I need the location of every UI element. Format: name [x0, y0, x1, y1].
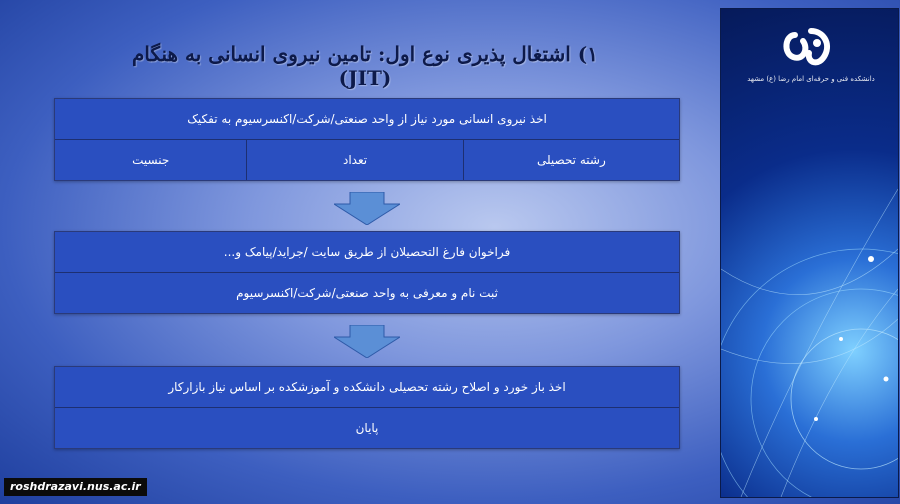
down-arrow-icon — [334, 192, 400, 225]
feedback-row: اخذ باز خورد و اصلاح رشته تحصیلی دانشکده و آموزشکده بر اساس نیاز بازارکار — [55, 367, 679, 408]
side-decoration-panel — [720, 8, 899, 498]
gender-cell: جنسیت — [132, 153, 170, 167]
recruitment-box — [54, 231, 680, 314]
down-arrow-icon — [334, 325, 400, 358]
logo-caption: دانشکده فنی و حرفه‌ای امام رضا (ع) مشهد — [747, 75, 875, 83]
call-for-graduates-row: فراخوان فارغ التحصیلان از طریق سایت /جراید/پیامک و... — [55, 232, 679, 273]
requirements-breakdown — [55, 140, 679, 180]
university-logo-icon — [781, 25, 835, 71]
page-title: ۱) اشتغال پذیری نوع اول: تامین نیروی انسانی به هنگام (JIT) — [131, 42, 599, 90]
end-row: پایان — [355, 421, 379, 435]
site-url-badge[interactable]: roshdrazavi.nus.ac.ir — [4, 478, 147, 496]
feedback-box — [54, 366, 680, 449]
registration-row: ثبت نام و معرفی به واحد صنعتی/شرکت/اکنسرسیوم — [236, 286, 498, 300]
requirements-box — [54, 98, 680, 181]
requirements-header: اخذ نیروی انسانی مورد نیاز از واحد صنعتی/شرکت/اکنسرسیوم به تفکیک — [55, 99, 679, 140]
network-globe-graphic — [721, 149, 898, 497]
field-of-study-cell: رشته تحصیلی — [463, 140, 679, 180]
count-cell: تعداد — [246, 140, 462, 180]
